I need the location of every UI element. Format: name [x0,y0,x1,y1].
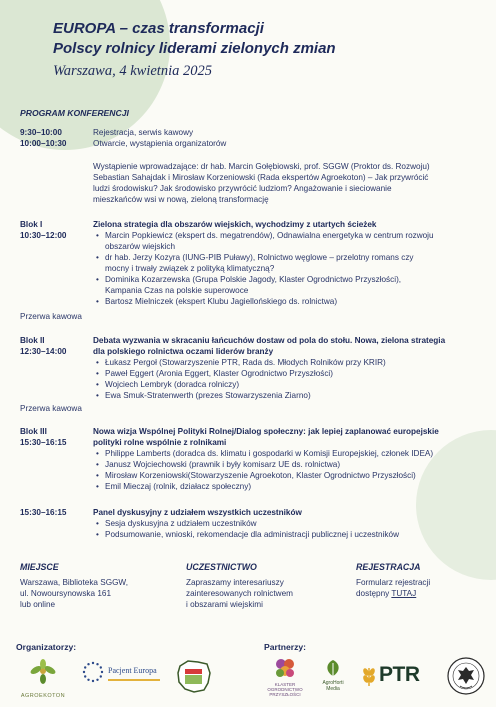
title-line-1: EUROPA – czas transformacji [53,20,264,37]
coffee-break-1: Przerwa kawowa [20,312,82,321]
pacjent-europa-logo [80,659,162,695]
panel-title: Panel dyskusyjny z udziałem wszystkich uczestników [93,508,302,517]
klaster-logo [265,655,305,701]
list-item: • Philippe Lamberts (doradca ds. klimatu i gospodarki w Komisji Europejskiej, członek IDEA) [105,448,488,459]
intro-line-1: Wystąpienie wprowadzające: dr hab. Marcin Gołębiowski, prof. SGGW (Proktor ds. Rozwoju) [93,162,430,171]
sggw-seal-logo [446,656,486,696]
place-heading: MIEJSCE [20,562,59,572]
registration-line-2 [356,588,416,599]
block2-time: 12:30–14:00 [20,347,67,356]
list-item-text: Kampania Czas na polskie superowoce [105,286,249,295]
block2-title-line-1: Debata wyzwania w skracaniu łańcuchów dostaw od pola do stołu. Nowa, zielona strategia [93,336,446,345]
block3-label: Blok III [20,427,47,436]
agrohorti-line-1: AgroHorti [322,680,344,686]
agrohorti-leaf-icon [322,658,344,678]
klaster-text [265,682,305,697]
list-item-continuation [105,241,488,252]
list-item: • Marcin Popkiewicz (ekspert ds. megatrendów), Odnawialna energetyka w centrum rozwoju [105,230,488,241]
panel-items [93,518,488,540]
list-item: • Paweł Eggert (Aronia Eggert, Klaster Ogrodnictwo Przyszłości) [105,368,488,379]
agroekoton-text: AGROEKOTON [20,693,66,699]
registration-prefix: dostępny [356,589,392,598]
coffee-break-2: Przerwa kawowa [20,404,82,413]
participation-line-2: zainteresowanych rolnictwem [186,589,293,598]
list-item-continuation [105,285,488,296]
block3-title-line-2: polityki rolne wspólnie z rolnikami [93,438,227,447]
block1-title: Zielona strategia dla obszarów wiejskich, wychodzimy z utartych ścieżek [93,220,377,229]
registration-heading: REJESTRACJA [356,562,421,572]
klaster-line-2: OGRODNICTWO [267,687,303,692]
intro-line-2: Sebastian Sahajdak i Mirosław Korzeniowski (Rada ekspertów Agroekoton) – Jak przywrócić [93,173,429,182]
organizers-label: Organizatorzy: [16,642,77,652]
eu-stars-icon [82,661,104,683]
list-item: • dr hab. Jerzy Kozyra (IUNG-PIB Puławy), Rolnictwo węglowe – przelotny romans czy [105,252,488,263]
agroekoton-leaf-icon [14,658,72,688]
program-heading: PROGRAM KONFERENCJI [20,108,129,118]
block1-label: Blok I [20,220,43,229]
agrohorti-text [316,680,350,692]
panel-time: 15:30–16:15 [20,508,67,517]
participation-line-1: Zapraszamy interesariuszy [186,578,284,587]
ptr-logo [360,662,430,690]
list-item: • Mirosław Korzeniowski(Stowarzyszenie Agroekoton, Klaster Ogrodnictwo Przyszłości) [105,470,488,481]
wheat-icon [360,664,378,688]
registration-line-1: Formularz rejestracji [356,578,431,587]
poland-map-logo [174,656,214,696]
time-opening-2: 10:00–10:30 [20,139,67,148]
ptr-text: PTR [379,663,420,686]
place-line-2: ul. Nowoursynowska 161 [20,589,112,598]
block2-speakers [93,357,488,401]
intro-line-3: ludzi środowisku? Jak środowisko przywrócić ludziom? Angażowanie i sieciowanie [93,184,392,193]
opening-text-1: Rejestracja, serwis kawowy [93,128,194,137]
list-item: • Sesja dyskusyjna z udziałem uczestników [105,518,488,529]
block2-label: Blok II [20,336,45,345]
list-item: • Dominika Kozarzewska (Grupa Polskie Jagody, Klaster Ogrodnictwo Przyszłości), [105,274,488,285]
block2-title-line-2: dla polskiego rolnictwa oczami liderów branży [93,347,274,356]
participation-heading: UCZESTNICTWO [186,562,257,572]
place-date: Warszawa, 4 kwietnia 2025 [53,63,212,79]
list-item-text: obszarów wiejskich [105,242,176,251]
list-item-continuation [105,263,488,274]
intro-line-4: mieszkańców wsi w nową, zieloną transformację [93,195,269,204]
block3-title-line-1: Nowa wizja Wspólnej Polityki Rolnej/Dialog społeczny: jak lepiej zaplanować europejskie [93,427,439,436]
poland-map-icon [174,656,214,696]
block3-time: 15:30–16:15 [20,438,67,447]
time-opening-1: 9:30–10:00 [20,128,62,137]
partners-label: Partnerzy: [264,642,307,652]
list-item: • Wojciech Lembryk (doradca rolniczy) [105,379,488,390]
list-item: • Emil Mieczaj (rolnik, działacz społeczny) [105,481,488,492]
pacjent-europa-text: Pacjent Europa [108,666,157,675]
place-line-3: lub online [20,600,56,609]
opening-text-2: Otwarcie, wystąpienia organizatorów [93,139,227,148]
list-item: • Ewa Smuk-Stratenwerth (prezes Stowarzyszenia Ziarno) [105,390,488,401]
agroekoton-logo [14,658,72,698]
fruit-cluster-icon [272,655,298,681]
sggw-seal-icon [446,656,486,696]
agrohorti-logo [316,658,350,698]
participation-line-3: i obszarami wiejskimi [186,600,263,609]
registration-link[interactable]: TUTAJ [391,589,417,598]
block1-time: 10:30–12:00 [20,231,67,240]
block3-speakers [93,448,488,492]
klaster-line-3: PRZYSZŁOŚCI [269,692,301,697]
block1-speakers [93,230,488,307]
list-item: • Podsumowanie, wnioski, rekomendacje dla administracji publicznej i uczestników [105,529,488,540]
title-line-2: Polscy rolnicy liderami zielonych zmian [53,40,336,57]
list-item: • Janusz Wojciechowski (prawnik i były komisarz UE ds. rolnictwa) [105,459,488,470]
klaster-line-1: KLASTER [274,682,296,687]
agrohorti-line-2: Media [326,686,340,692]
place-line-1: Warszawa, Biblioteka SGGW, [20,578,128,587]
pacjent-underline [108,679,160,681]
list-item-text: mocny i trwały związek z polityką klimatyczną? [105,264,275,273]
list-item: • Bartosz Mielniczek (ekspert Klubu Jagiellońskiego ds. rolnictwa) [105,296,488,307]
list-item: • Łukasz Pergoł (Stowarzyszenie PTR, Rada ds. Młodych Rolników przy KRIR) [105,357,488,368]
